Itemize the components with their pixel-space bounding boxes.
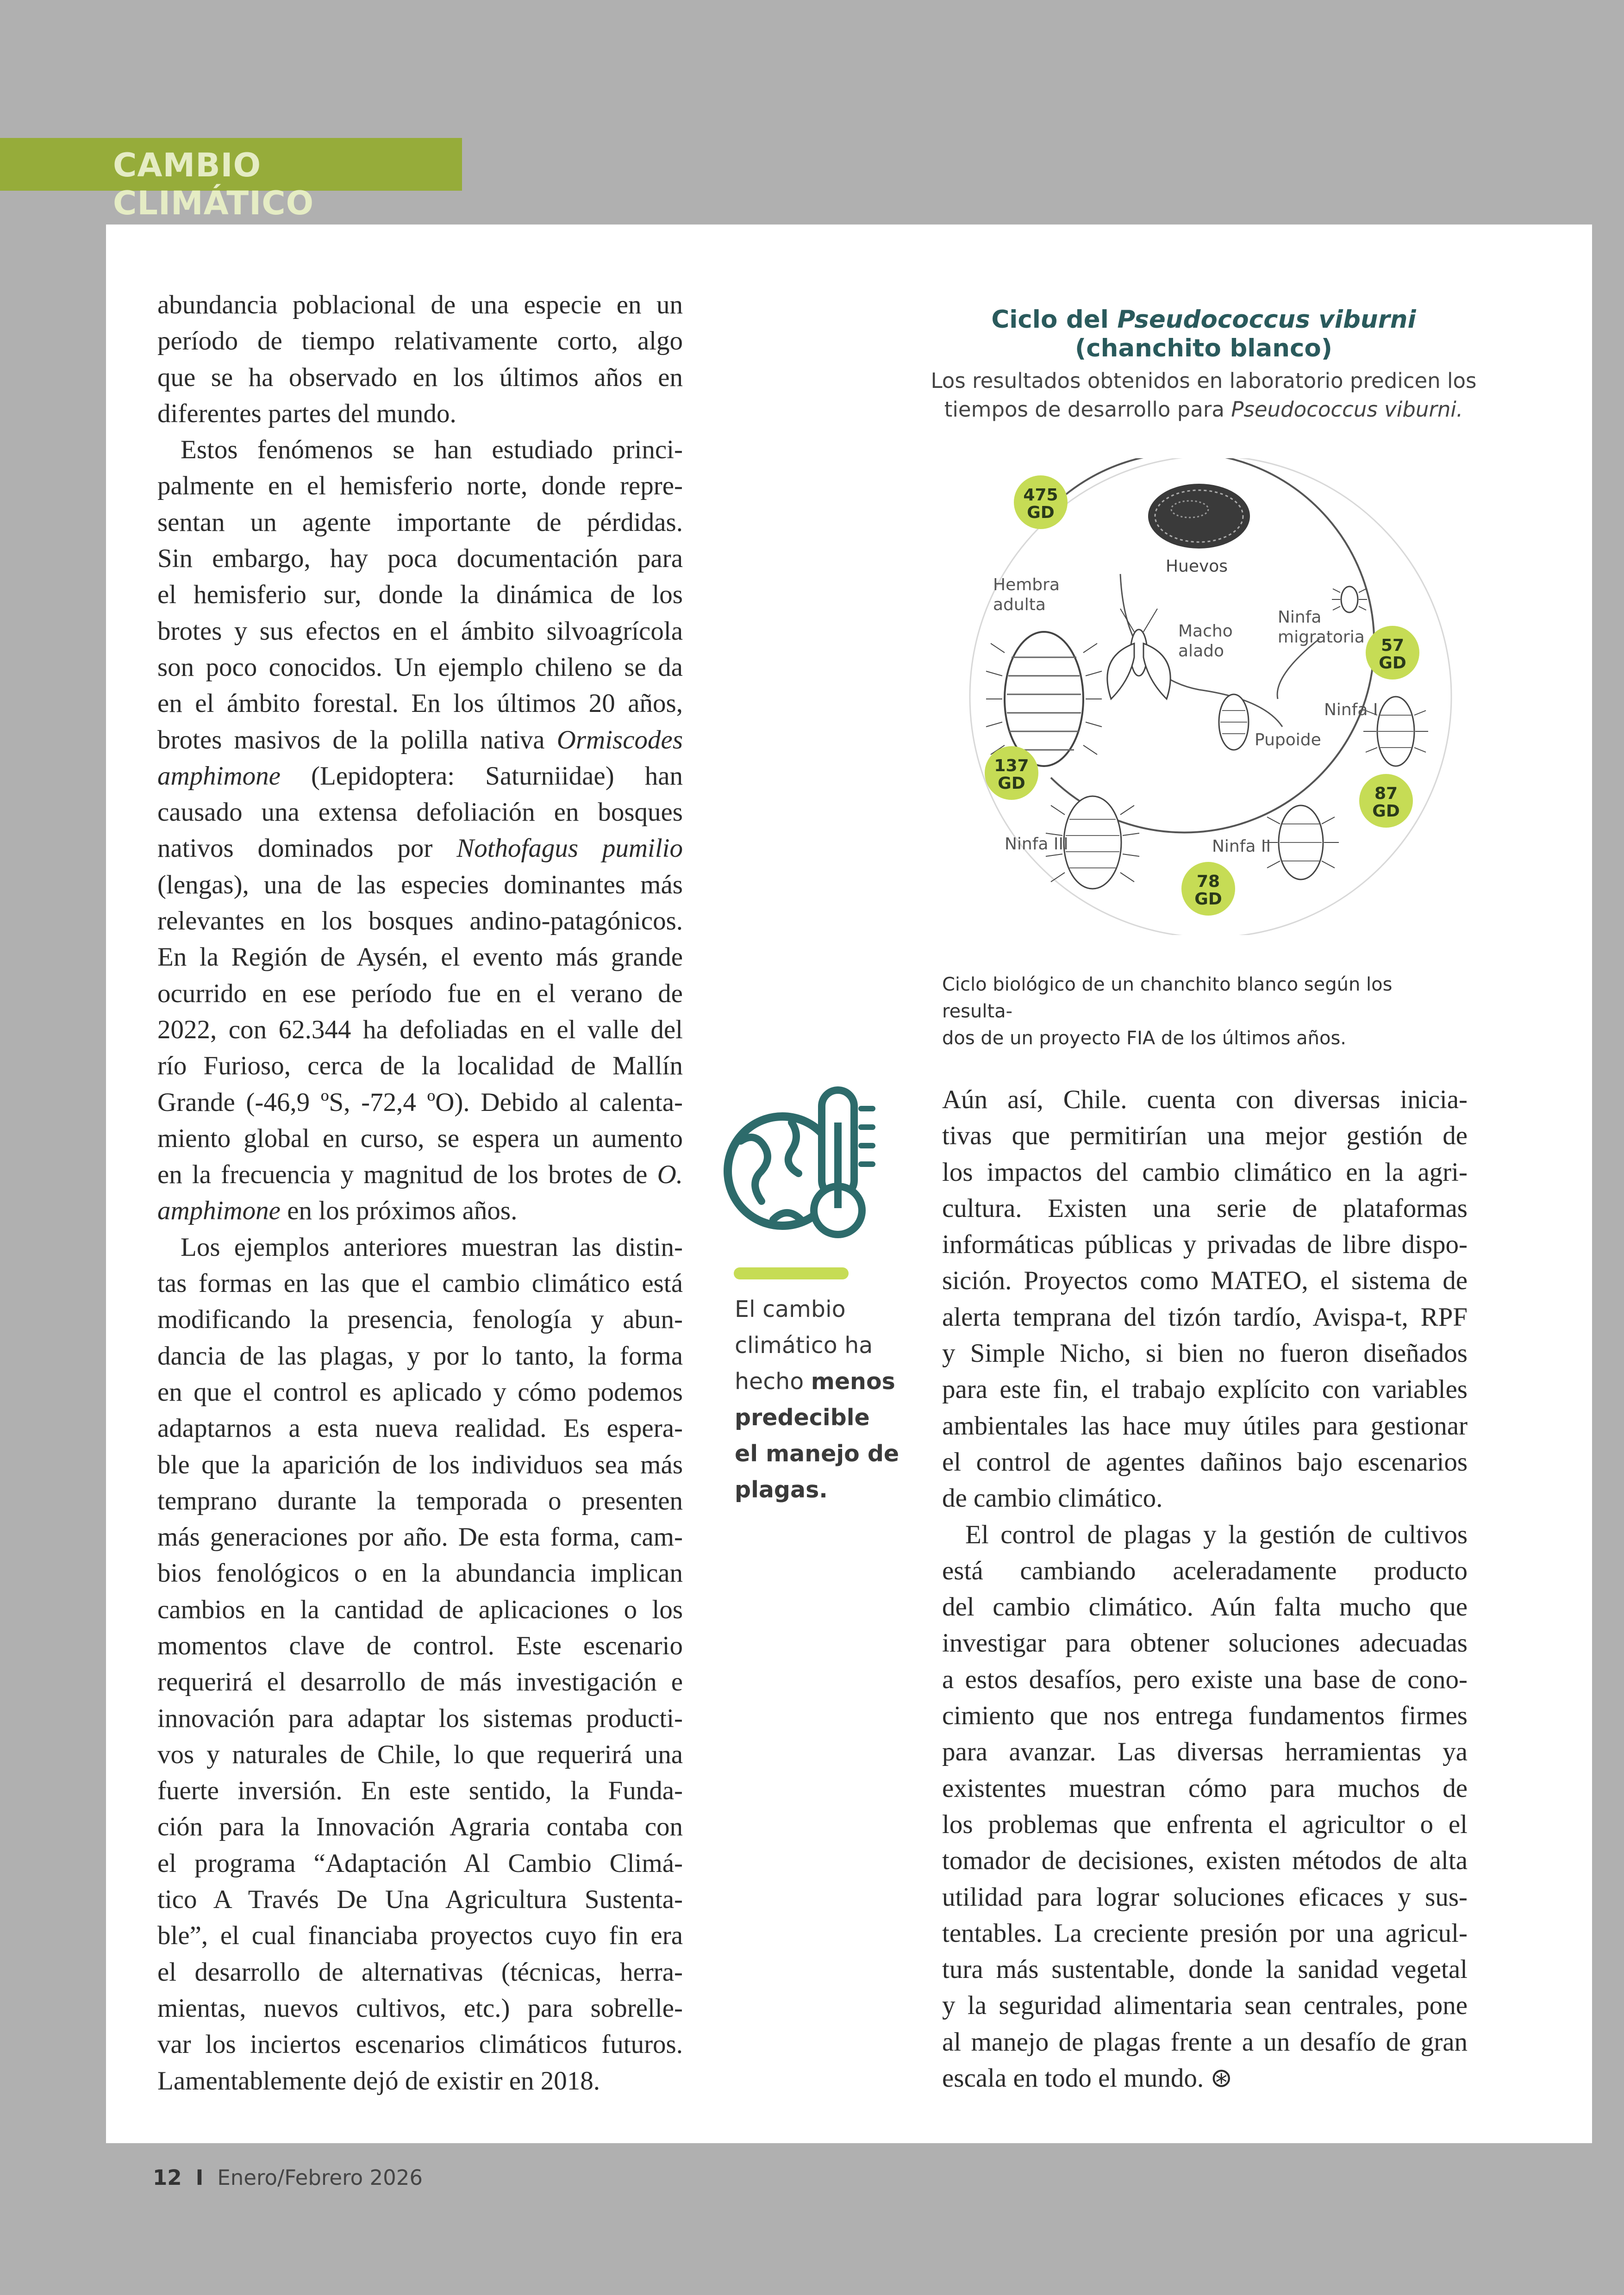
lifecycle-diagram <box>940 458 1481 935</box>
text-line: tura más sustentable, donde la sanidad vegetal <box>942 1955 1468 1984</box>
eggs-illustration <box>1148 484 1250 549</box>
text-line: los impactos del cambio climático en la agri- <box>942 1157 1468 1187</box>
text-line: que se ha observado en los últimos años en <box>157 362 683 392</box>
text-line: en el ámbito forestal. En los últimos 20 años, <box>157 689 683 718</box>
left-column-paragraph <box>157 1229 683 2099</box>
text-line: del cambio climático. Aún falta mucho que <box>942 1592 1468 1622</box>
badge-unit: GD <box>998 774 1025 793</box>
footer-separator: I <box>195 2165 204 2190</box>
text-line: innovación para adaptar los sistemas producti- <box>157 1703 683 1733</box>
text-line: existentes muestran cómo para muchos de <box>942 1773 1468 1803</box>
text-line: amphimone en los próximos años. <box>157 1196 518 1226</box>
text-line: investigar para obtener soluciones adecuadas <box>942 1628 1468 1658</box>
degree-day-badge <box>985 746 1038 800</box>
text-line: bios fenológicos o en la abundancia implican <box>157 1559 683 1588</box>
label-ninfa-2: Ninfa II <box>1212 837 1271 856</box>
badge-value: 87 <box>1374 784 1398 803</box>
degree-day-badge <box>1181 862 1235 916</box>
left-column-paragraph <box>157 432 683 1229</box>
adult-female-illustration <box>986 632 1102 766</box>
text-line: Aún así, Chile. cuenta con diversas inicia- <box>942 1085 1468 1114</box>
text-line: Grande (-46,9 ºS, -72,4 ºO). Debido al calenta- <box>157 1087 683 1117</box>
text-line: para avanzar. Las diversas herramientas ya <box>942 1737 1468 1767</box>
migratory-nymph-illustration <box>1332 586 1367 612</box>
label-macho-1: Macho <box>1178 622 1233 641</box>
text-line: fuerte inversión. En este sentido, la Funda- <box>157 1776 683 1806</box>
text-line: período de tiempo relativamente corto, algo <box>157 326 683 356</box>
text-line: sentan un agente importante de pérdidas. <box>157 507 683 537</box>
label-ninfa-1: Ninfa I <box>1324 700 1378 719</box>
badge-unit: GD <box>1372 802 1400 821</box>
text-line: 2022, con 62.344 ha defoliadas en el valle del <box>157 1015 683 1044</box>
label-macho-2: alado <box>1178 642 1224 661</box>
text-line: en la frecuencia y magnitud de los brotes de O. <box>157 1160 683 1190</box>
badge-unit: GD <box>1194 890 1222 909</box>
text-line: más generaciones por año. De esta forma, cam- <box>157 1522 683 1552</box>
degree-day-badge <box>1359 774 1413 828</box>
text-line: en que el control es aplicado y cómo podemos <box>157 1377 683 1407</box>
text-line: son poco conocidos. Un ejemplo chileno se da <box>157 652 683 682</box>
section-tag-label: CAMBIO CLIMÁTICO <box>113 146 314 222</box>
text-line: cimiento que nos entrega fundamentos firmes <box>942 1701 1468 1731</box>
text-line: al manejo de plagas frente a un desafío de gran <box>942 2027 1468 2057</box>
badge-value: 78 <box>1196 872 1220 891</box>
text-line: ocurrido en ese período fue en el verano de <box>157 979 683 1008</box>
section-tag <box>0 138 462 222</box>
label-hembra-1: Hembra <box>993 575 1060 594</box>
badge-value: 57 <box>1380 636 1405 655</box>
text-line: tomador de decisiones, existen métodos de alta <box>942 1846 1468 1876</box>
text-line: alerta temprana del tizón tardío, Avispa-t, RPF <box>942 1302 1468 1332</box>
degree-day-badge <box>1014 475 1068 529</box>
pupoid-illustration <box>1219 694 1249 750</box>
text-line: informáticas públicas y privadas de libre dispo- <box>942 1230 1468 1260</box>
text-line: Sin embargo, hay poca documentación para <box>157 544 683 574</box>
text-line: diferentes partes del mundo. <box>157 399 456 428</box>
right-column-paragraph <box>942 1517 1468 2097</box>
text-line: río Furioso, cerca de la localidad de Mallín <box>157 1051 683 1081</box>
label-pupoide: Pupoide <box>1255 730 1321 749</box>
text-line: escala en todo el mundo. ⊛ <box>942 2064 1233 2093</box>
degree-day-badge <box>1366 626 1419 680</box>
text-line: causado una extensa defoliación en bosques <box>157 798 683 827</box>
left-column-paragraph <box>157 287 683 432</box>
label-ninfa-3: Ninfa III <box>1005 835 1068 854</box>
figure-caption: Ciclo biológico de un chanchito blanco según los resulta- dos de un proyecto FIA de los últimos años. <box>942 974 1393 1049</box>
label-ninfa-migratoria-1: Ninfa <box>1278 608 1322 627</box>
pull-quote: El cambio climático ha hecho menos predecible el manejo de plagas. <box>735 1296 899 1503</box>
page-footer <box>153 2165 423 2190</box>
label-ninfa-migratoria-2: migratoria <box>1278 628 1365 647</box>
article-left-column <box>157 287 683 2099</box>
text-line: a estos desafíos, pero existe una base de cono- <box>942 1665 1468 1694</box>
lifecycle-figure-header <box>926 306 1481 424</box>
issue-date: Enero/Febrero 2026 <box>217 2165 423 2190</box>
text-line: tico A Través De Una Agricultura Sustenta- <box>157 1885 683 1915</box>
text-line: ble que la aparición de los individuos sea más <box>157 1450 683 1479</box>
text-line: momentos clave de control. Este escenario <box>157 1631 683 1660</box>
nymph-2-illustration <box>1263 805 1339 879</box>
badge-value: 137 <box>994 756 1029 775</box>
text-line: (lengas), una de las especies dominantes más <box>157 870 683 899</box>
text-line: tas formas en las que el cambio climático está <box>157 1269 683 1298</box>
figure-subtitle: Los resultados obtenidos en laboratorio predicen los tiempos de desarrollo para Pseudococcus viburni. <box>931 368 1477 422</box>
text-line: utilidad para lograr soluciones eficaces y sus- <box>942 1882 1468 1912</box>
text-line: Los ejemplos anteriores muestran las distin- <box>181 1232 683 1262</box>
badge-unit: GD <box>1027 503 1055 522</box>
text-line: brotes y sus efectos en el ámbito silvoagrícola <box>157 616 683 646</box>
text-line: cambios en la cantidad de aplicaciones o los <box>157 1595 683 1624</box>
text-line: cultura. Existen una serie de plataformas <box>942 1193 1468 1223</box>
figure-title: Ciclo del Pseudococcus viburni (chanchito blanco) <box>991 306 1416 362</box>
article-right-column <box>942 1082 1468 2096</box>
page-number: 12 <box>153 2165 182 2190</box>
text-line: ble”, el cual financiaba proyectos cuyo fin era <box>157 1921 683 1951</box>
pupoid-branch-arc <box>1277 639 1319 699</box>
text-line: var los inciertos escenarios climáticos futuros. <box>157 2030 683 2059</box>
text-line: dancia de las plagas, y por lo tanto, la forma <box>157 1341 683 1371</box>
text-line: ambientales las hace muy útiles para gestionar <box>942 1411 1468 1441</box>
text-line: palmente en el hemisferio norte, donde repre- <box>157 471 683 501</box>
text-line: amphimone (Lepidoptera: Saturniidae) han <box>157 761 683 791</box>
text-line: y la seguridad alimentaria sean centrales, pone <box>942 1991 1468 2021</box>
text-line: y Simple Nicho, si bien no fueron diseñados <box>942 1339 1468 1368</box>
text-line: El control de plagas y la gestión de cultivos <box>965 1520 1468 1549</box>
text-line: abundancia poblacional de una especie en un <box>157 290 683 319</box>
badge-unit: GD <box>1379 654 1406 673</box>
text-line: nativos dominados por Nothofagus pumilio <box>157 834 683 863</box>
text-line: para este fin, el trabajo explícito con variables <box>942 1375 1468 1404</box>
text-line: Estos fenómenos se han estudiado princi- <box>181 435 683 465</box>
text-line: requerirá el desarrollo de más investigación e <box>157 1667 683 1697</box>
text-line: adaptarnos a esta nueva realidad. Es espera- <box>157 1414 683 1443</box>
label-huevos: Huevos <box>1165 557 1228 576</box>
text-line: modificando la presencia, fenología y abun- <box>157 1305 683 1335</box>
label-hembra-2: adulta <box>993 595 1046 614</box>
text-line: brotes masivos de la polilla nativa Ormiscodes <box>157 725 683 755</box>
text-line: sición. Proyectos como MATEO, el sistema de <box>942 1266 1468 1296</box>
text-line: el hemisferio sur, donde la dinámica de los <box>157 580 683 610</box>
text-line: Lamentablemente dejó de existir en 2018. <box>157 2066 600 2095</box>
text-line: el control de agentes dañinos bajo escenarios <box>942 1447 1468 1477</box>
text-line: de cambio climático. <box>942 1484 1163 1513</box>
text-line: está cambiando aceleradamente producto <box>942 1556 1468 1585</box>
text-line: mientas, nuevos cultivos, etc.) para sobrelle- <box>157 1993 683 2023</box>
climate-thermometer-icon <box>722 1085 880 1243</box>
text-line: el programa “Adaptación Al Cambio Climá- <box>157 1848 683 1878</box>
text-line: temprano durante la temporada o presenten <box>157 1486 683 1515</box>
text-line: ción para la Innovación Agraria contaba con <box>157 1812 683 1842</box>
text-line: tivas que permitirían una mejor gestión de <box>942 1121 1468 1151</box>
text-line: miento global en curso, se espera un aumento <box>157 1123 683 1153</box>
text-line: vos y naturales de Chile, lo que requerirá una <box>157 1740 683 1769</box>
text-line: el desarrollo de alternativas (técnicas, herra- <box>157 1957 683 1987</box>
winged-male-illustration <box>1107 609 1170 699</box>
badge-value: 475 <box>1023 486 1058 505</box>
right-column-paragraph <box>942 1082 1468 1517</box>
pull-quote-accent-bar <box>734 1267 849 1279</box>
text-line: tentables. La creciente presión por una agricul- <box>942 1918 1468 1948</box>
text-line: relevantes en los bosques andino-patagónicos. <box>157 906 683 936</box>
text-line: los problemas que enfrenta el agricultor o el <box>942 1809 1468 1839</box>
text-line: En la Región de Aysén, el evento más grande <box>157 942 683 972</box>
